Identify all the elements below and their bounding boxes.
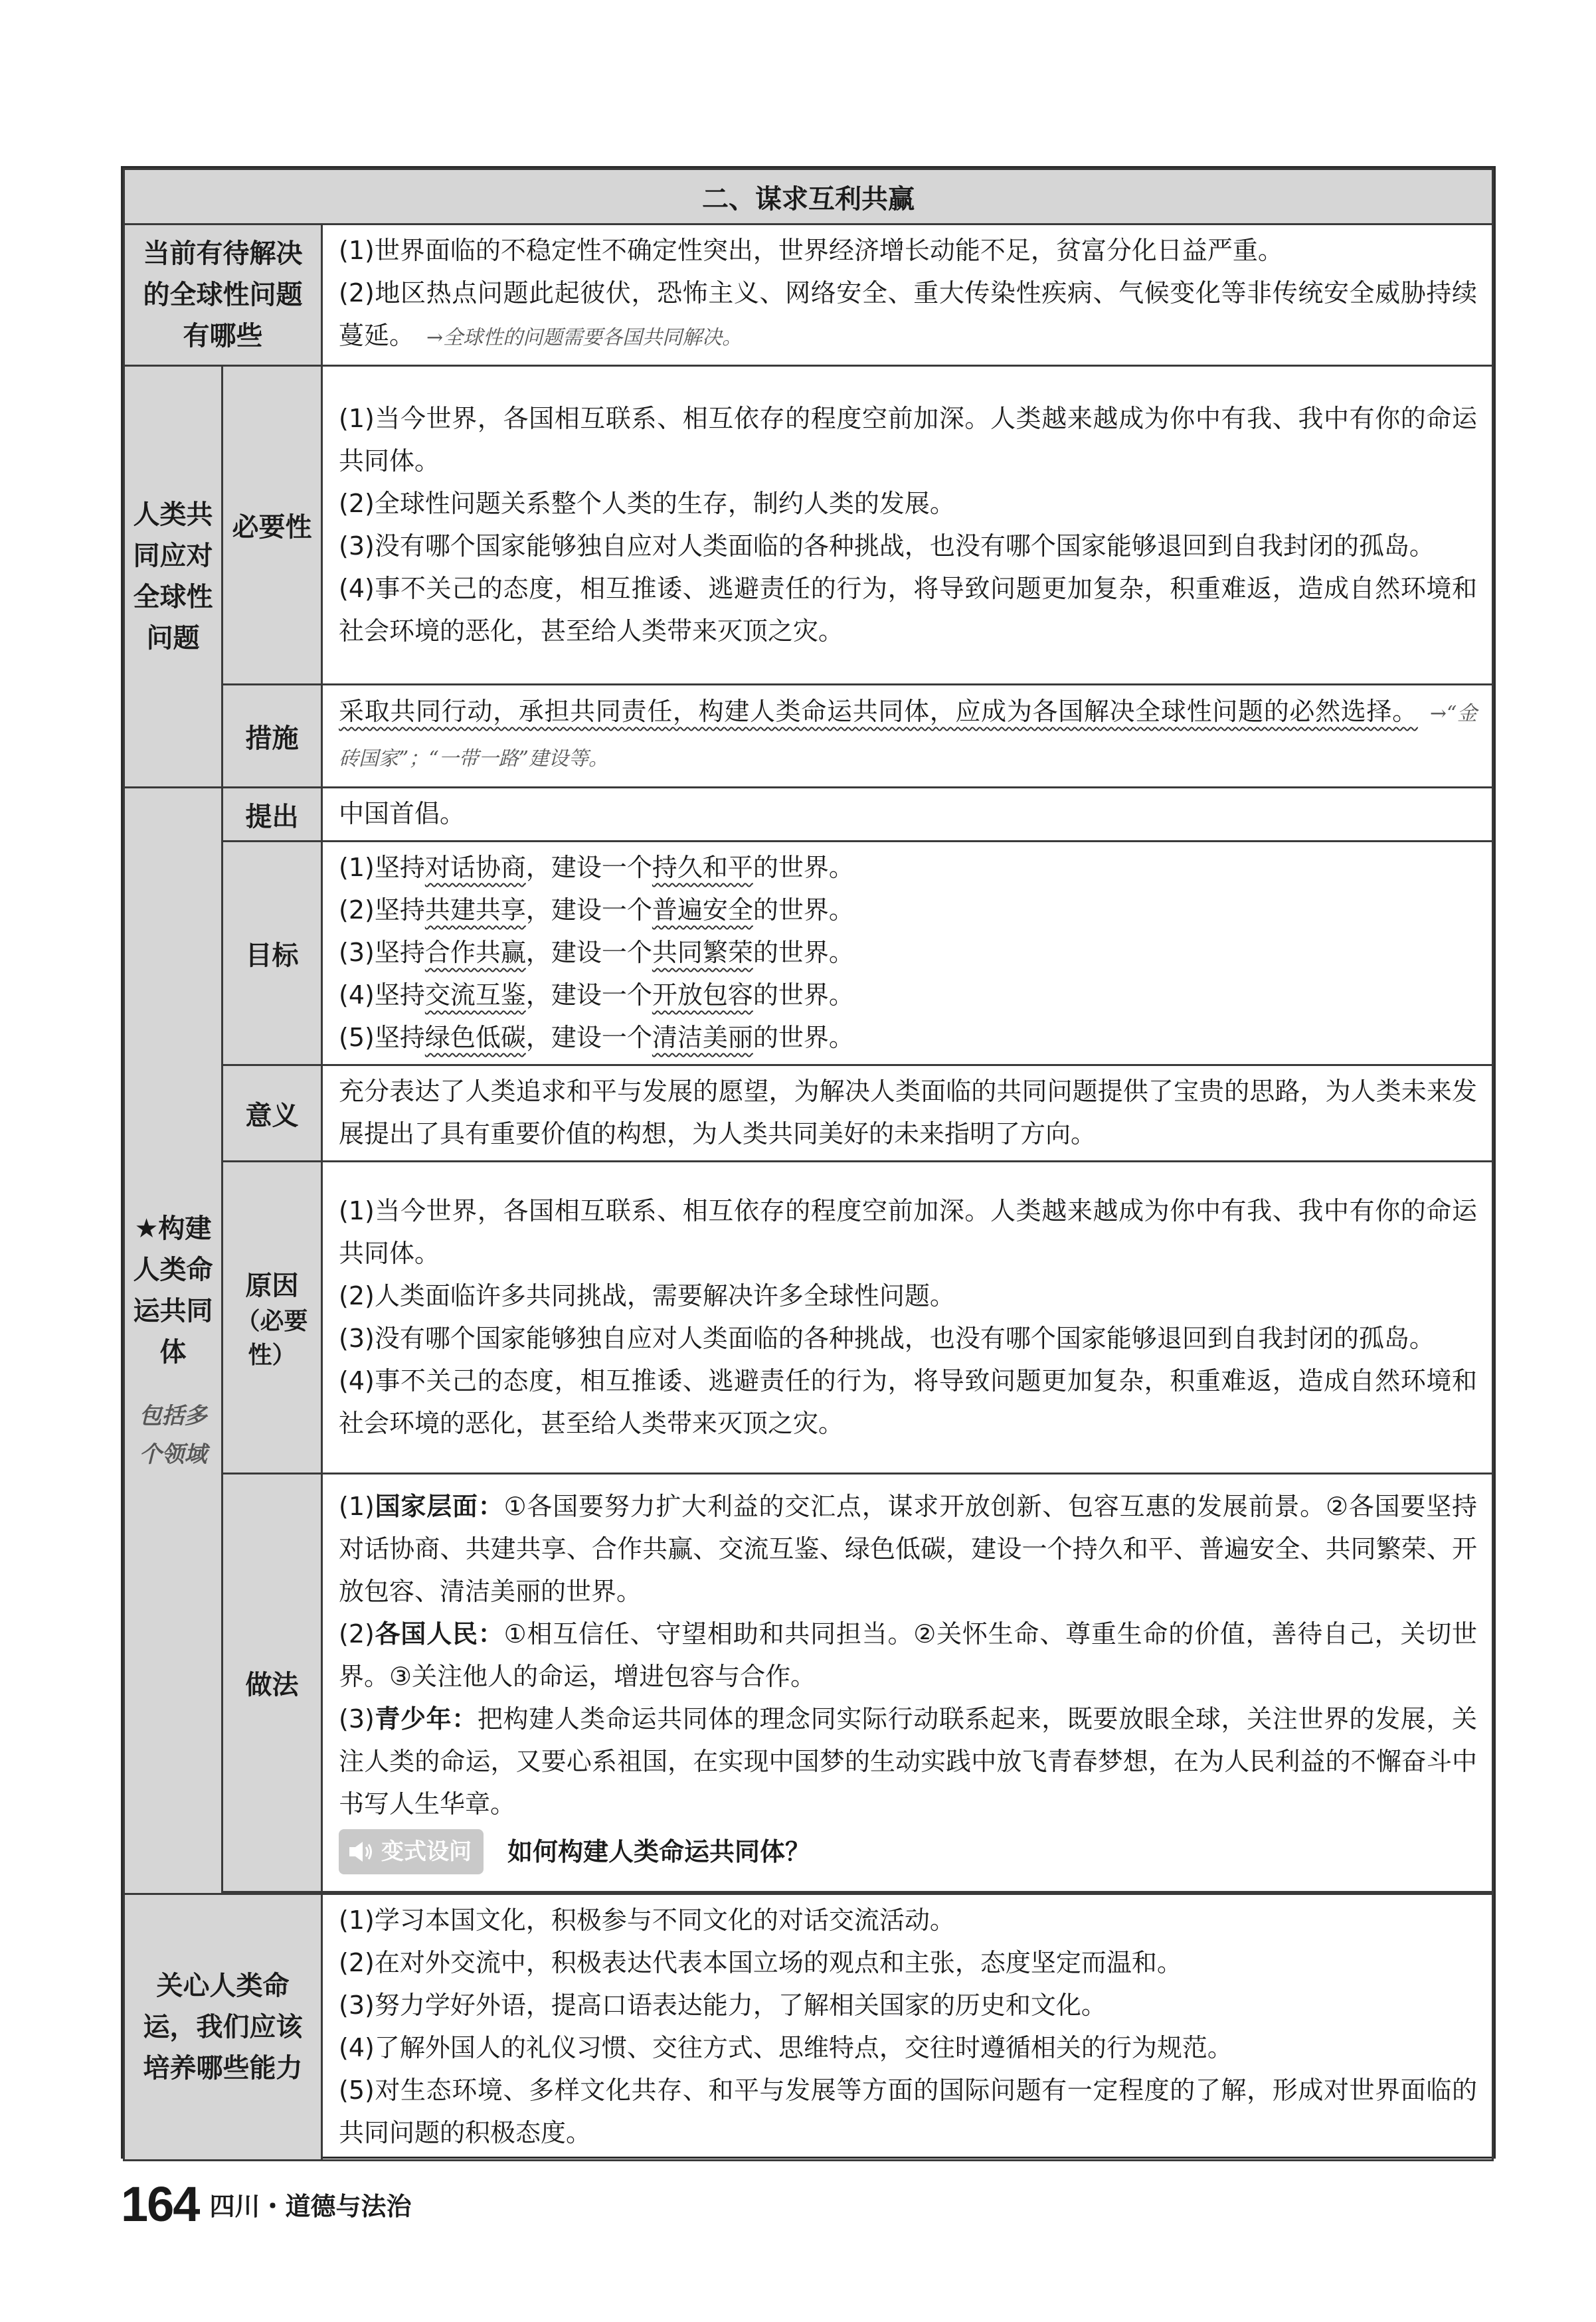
measures-text: 采取共同行动，承担共同责任，构建人类命运共同体，应成为各国解决全球性问题的必然选择。: [339, 697, 1418, 726]
handwritten-side-note: 包括多个领域: [139, 1402, 207, 1468]
list-item: (2)全球性问题关系整个人类的生存，制约人类的发展。: [339, 488, 955, 518]
method-item: (3)青少年：把构建人类命运共同体的理念同实际行动联系起来，既要放眼全球，关注世界的发展，关注人类的命运，又要心系祖国，在实现中国梦的生动实践中放飞青春梦想，在为人民利益的不懈奋斗中书写人生华章。: [339, 1704, 1477, 1819]
significance-content: 充分表达了人类追求和平与发展的愿望，为解决人类面临的共同问题提供了宝贵的思路，为人类未来发展提出了具有重要价值的构想，为人类共同美好的未来指明了方向。: [322, 1065, 1493, 1162]
goal-item: (2)坚持共建共享，建设一个普遍安全的世界。: [339, 895, 854, 925]
necessity-label: 必要性: [222, 366, 322, 685]
list-item: (1)世界面临的不稳定性不确定性突出，世界经济增长动能不足，贫富分化日益严重。: [339, 236, 1283, 265]
goal-item: (1)坚持对话协商，建设一个持久和平的世界。: [339, 853, 854, 882]
handwritten-note: →“金砖国家”；“一带一路”建设等。: [339, 702, 1477, 770]
list-item: (2)地区热点问题此起彼伏，恐怖主义、网络安全、重大传染性疾病、气候变化等非传统安全威胁持续蔓延。 →全球性的问题需要各国共同解决。: [339, 278, 1477, 350]
joint-response-label: 人类共同应对全球性问题: [124, 366, 222, 788]
goal-item: (3)坚持合作共赢，建设一个共同繁荣的世界。: [339, 938, 854, 967]
abilities-content: [322, 1894, 1493, 2161]
variant-question-text: 如何构建人类命运共同体？: [507, 1837, 811, 1866]
measures-content: [322, 685, 1493, 788]
list-item: (5)对生态环境、多样文化共存、和平与发展等方面的国际问题有一定程度的了解，形成对世界面临的共同问题的积极态度。: [339, 2076, 1477, 2147]
proposal-label: 提出: [222, 788, 322, 842]
list-item: (2)在对外交流中，积极表达代表本国立场的观点和主张，态度坚定而温和。: [339, 1948, 1182, 1977]
reasons-label: 原因 （必要性）: [222, 1162, 322, 1474]
measures-label: 措施: [222, 685, 322, 788]
community-label: ★构建人类命运共同体 包括多个领域: [124, 788, 222, 1894]
list-item: (3)没有哪个国家能够独自应对人类面临的各种挑战，也没有哪个国家能够退回到自我封闭的孤岛。: [339, 1323, 1435, 1353]
abilities-label: 关心人类命运，我们应该培养哪些能力: [124, 1894, 322, 2161]
content-table-frame: [121, 166, 1496, 2159]
page-number: 164: [121, 2176, 199, 2232]
page-footer: [121, 2171, 411, 2237]
global-problems-content: [322, 224, 1493, 366]
methods-content: [322, 1474, 1493, 1892]
list-item: (1)当今世界，各国相互联系、相互依存的程度空前加深。人类越来越成为你中有我、我中有你的命运共同体。: [339, 403, 1477, 476]
method-item: (2)各国人民：①相互信任、守望相助和共同担当。②关怀生命、尊重生命的价值，善待自己，关切世界。③关注他人的命运，增进包容与合作。: [339, 1619, 1477, 1691]
global-problems-label: 当前有待解决的全球性问题有哪些: [124, 224, 322, 366]
handwritten-note: →全球性的问题需要各国共同解决。: [426, 326, 743, 349]
list-item: (2)人类面临许多共同挑战，需要解决许多全球性问题。: [339, 1281, 955, 1310]
significance-label: 意义: [222, 1065, 322, 1162]
reasons-content: [322, 1162, 1493, 1474]
goals-content: [322, 842, 1493, 1065]
goal-item: (5)坚持绿色低碳，建设一个清洁美丽的世界。: [339, 1023, 854, 1052]
goals-label: 目标: [222, 842, 322, 1065]
necessity-content: [322, 366, 1493, 685]
list-item: (4)了解外国人的礼仪习惯、交往方式、思维特点，交往时遵循相关的行为规范。: [339, 2033, 1233, 2062]
list-item: (3)没有哪个国家能够独自应对人类面临的各种挑战，也没有哪个国家能够退回到自我封闭的孤岛。: [339, 531, 1435, 561]
section-title: 二、谋求互利共赢: [124, 169, 1493, 224]
list-item: (4)事不关己的态度，相互推诿、逃避责任的行为，将导致问题更加复杂，积重难返，造成自然环境和社会环境的恶化，甚至给人类带来灭顶之灾。: [339, 1366, 1477, 1438]
proposal-content: 中国首倡。: [322, 788, 1493, 842]
list-item: (3)努力学好外语，提高口语表达能力，了解相关国家的历史和文化。: [339, 1991, 1107, 2020]
list-item: (1)学习本国文化，积极参与不同文化的对话交流活动。: [339, 1906, 955, 1935]
methods-label: 做法: [222, 1474, 322, 1892]
goal-item: (4)坚持交流互鉴，建设一个开放包容的世界。: [339, 980, 854, 1010]
method-item: (1)国家层面：①各国要努力扩大利益的交汇点，谋求开放创新、包容互惠的发展前景。②各国要坚持对话协商、共建共享、合作共赢、交流互鉴、绿色低碳，建设一个持久和平、普遍安全、共同繁荣、开放包容、清洁美丽的世界。: [339, 1492, 1477, 1606]
summary-table: [123, 168, 1494, 2161]
speaker-icon: [345, 1837, 375, 1866]
variant-question: [339, 1829, 810, 1874]
list-item: (1)当今世界，各国相互联系、相互依存的程度空前加深。人类越来越成为你中有我、我中有你的命运共同体。: [339, 1196, 1477, 1268]
variant-tag: 变式设问: [339, 1829, 484, 1874]
list-item: (4)事不关己的态度，相互推诿、逃避责任的行为，将导致问题更加复杂，积重难返，造成自然环境和社会环境的恶化，甚至给人类带来灭顶之灾。: [339, 573, 1477, 646]
footer-title: 四川・道德与法治: [209, 2191, 412, 2221]
